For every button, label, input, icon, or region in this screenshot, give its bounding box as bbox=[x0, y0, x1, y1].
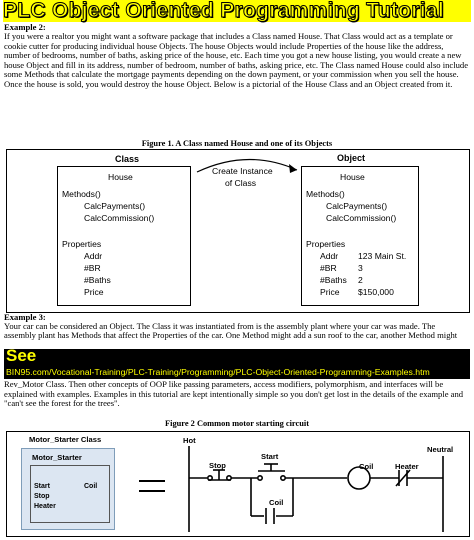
object-property-value: $150,000 bbox=[358, 287, 394, 297]
figure-2-caption: Figure 2 Common motor starting circuit bbox=[165, 419, 309, 428]
object-box bbox=[301, 166, 419, 306]
object-header: Object bbox=[337, 153, 366, 163]
fbd-class-title: Motor_Starter Class bbox=[29, 435, 102, 444]
class-method: CalcCommission() bbox=[84, 213, 155, 223]
class-box bbox=[57, 166, 191, 306]
object-property-value: 123 Main St. bbox=[358, 251, 407, 261]
class-methods-label: Methods() bbox=[62, 189, 101, 199]
ladder-heater-label: Heater bbox=[395, 462, 419, 471]
ladder-stop-label: Stop bbox=[209, 461, 226, 470]
ladder-coil-label: Coil bbox=[359, 462, 374, 471]
object-property-name: #Baths bbox=[320, 275, 347, 285]
example-2-body: If you were a realtor you might want a software package that includes a Class named House. That Class would act as a template or cookie cutter for producing individual house Objects. The house Objects would include Properties of the house like the address, number of bedrooms, number of baths, asking price of the house, etc. Each time you got a new house listing, you would create a new house Object and fill in its address, number of bedroom, number of baths, asking price, etc. The Class named House could also include some Methods that calculate the mortgage payments depending on the down payment, or your commission when you sell the house. Once the house is sold, you would destroy the house Object. Below is a pictorial of the House Class and an Object created from it. bbox=[4, 31, 469, 89]
class-name: House bbox=[108, 172, 133, 182]
page-title: PLC Object Oriented Programming Tutorial bbox=[3, 0, 471, 22]
class-property: Price bbox=[84, 287, 104, 297]
fbd-input-heater: Heater bbox=[34, 503, 56, 510]
ladder-start-label: Start bbox=[261, 452, 279, 461]
object-property-name: #BR bbox=[320, 263, 337, 273]
object-name: House bbox=[340, 172, 365, 182]
object-properties-label: Properties bbox=[306, 239, 346, 249]
example-2-heading: Example 2: bbox=[4, 22, 46, 32]
banner-see-text: See bbox=[6, 346, 37, 365]
figure-2-frame bbox=[6, 431, 470, 537]
figure-1-caption: Figure 1. A Class named House and one of its Objects bbox=[141, 139, 333, 148]
example-3-heading: Example 3: bbox=[4, 312, 46, 322]
class-method: CalcPayments() bbox=[84, 201, 146, 211]
class-property: #BR bbox=[84, 263, 101, 273]
class-property: Addr bbox=[84, 251, 103, 261]
class-header: Class bbox=[115, 154, 140, 164]
figure-1-frame bbox=[6, 149, 470, 313]
example-3-continued: Rev_Motor Class. Then other concepts of OOP like passing parameters, access modifiers, polymorphism, and interfaces will be explained with examples. Examples in this tutorial are kept intentionally simple so you don't get lost in the details of the example and "can't see the forest for the trees". bbox=[4, 379, 464, 409]
ladder-coil-seal-label: Coil bbox=[269, 498, 284, 507]
ladder-neutral-label: Neutral bbox=[427, 445, 454, 454]
object-method: CalcPayments() bbox=[326, 201, 388, 211]
arrow-label-line-2: of Class bbox=[225, 178, 257, 188]
fbd-output-coil: Coil bbox=[84, 483, 98, 490]
example-3-line-2: assembly plant has Methods that affect the Properties of the car. One Method might add a sun roof to the car, another Method might bbox=[4, 331, 458, 340]
object-methods-label: Methods() bbox=[306, 189, 345, 199]
object-method: CalcCommission() bbox=[326, 213, 397, 223]
object-property-value: 2 bbox=[358, 275, 363, 285]
object-property-name: Price bbox=[320, 287, 340, 297]
arrow-label-line-1: Create Instance bbox=[212, 166, 273, 176]
class-property: #Baths bbox=[84, 275, 111, 285]
ladder-hot-label: Hot bbox=[183, 436, 196, 445]
ladder-diagram bbox=[7, 432, 469, 536]
banner-link[interactable]: BIN95.com/Vocational-Training/PLC-Training/Programming/PLC-Object-Oriented-Programming-Examples.htm bbox=[6, 367, 430, 377]
fbd-block-name: Motor_Starter bbox=[32, 453, 82, 462]
fbd-input-stop: Stop bbox=[34, 493, 50, 500]
object-property-value: 3 bbox=[358, 263, 363, 273]
object-property-name: Addr bbox=[320, 251, 339, 261]
class-properties-label: Properties bbox=[62, 239, 102, 249]
fbd-input-start: Start bbox=[34, 483, 50, 490]
example-3-line-1: Your car can be considered an Object. The Class it was instantiated from is the assembly plant where your car was made. The bbox=[4, 322, 436, 331]
